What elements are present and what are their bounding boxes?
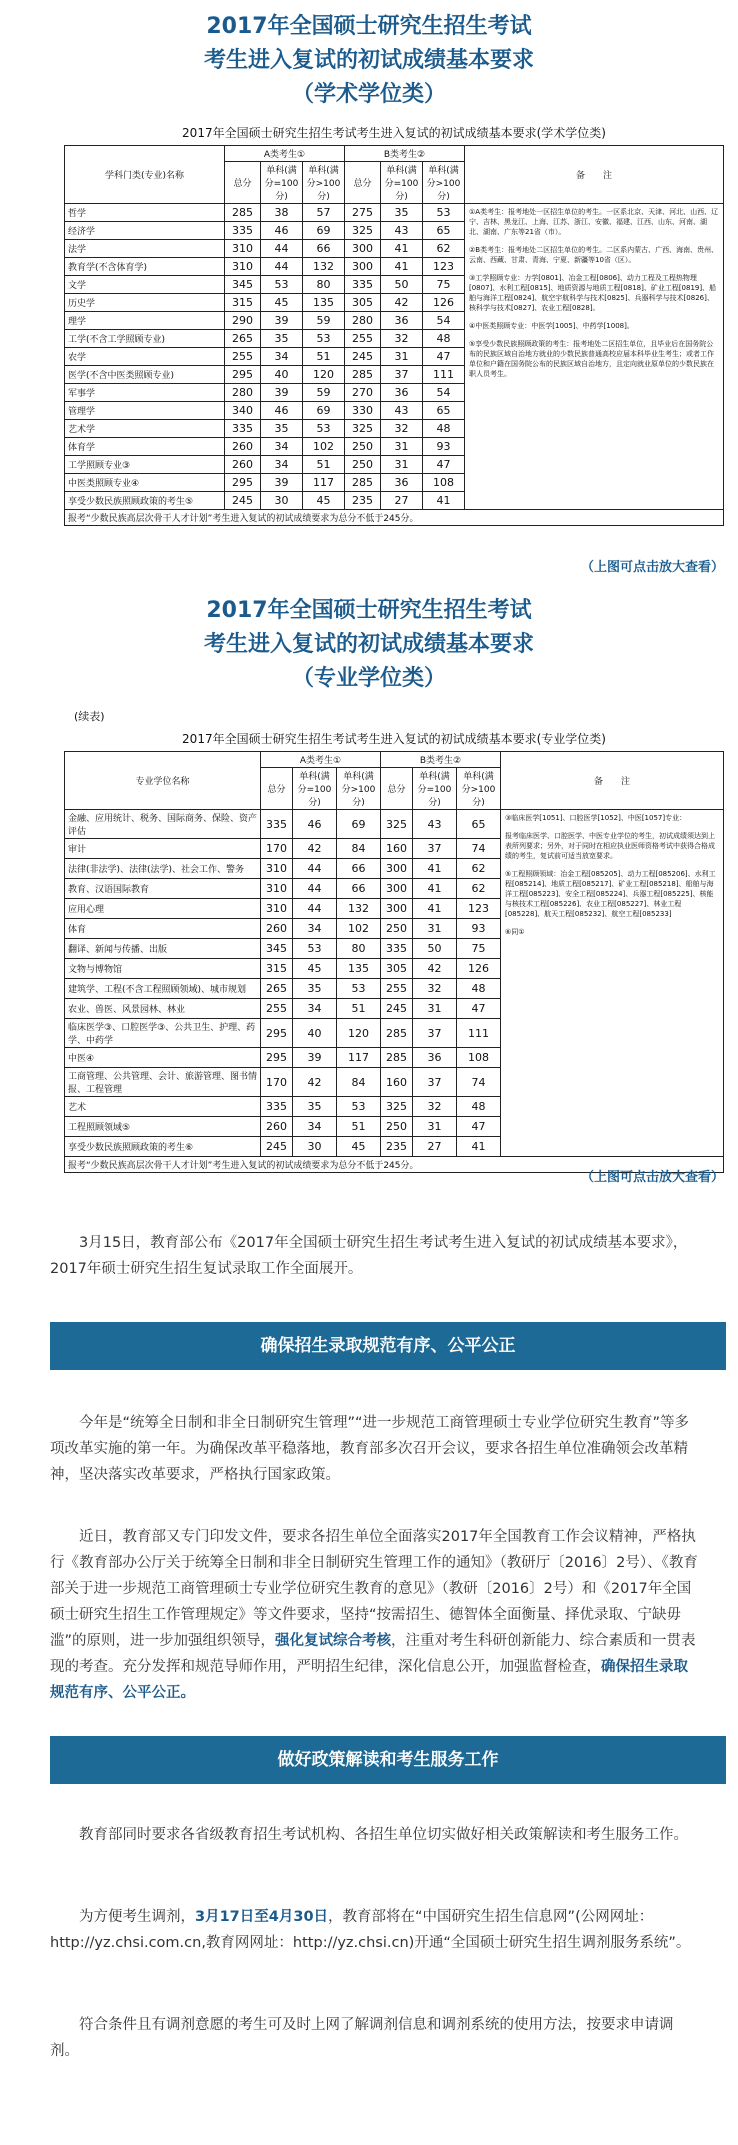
score-cell: 84	[337, 839, 381, 859]
score-cell: 170	[261, 1068, 293, 1097]
score-cell: 32	[413, 1097, 457, 1117]
subject-name: 医学(不含中医类照顾专业)	[65, 366, 225, 384]
score-cell: 310	[261, 879, 293, 899]
score-cell: 300	[345, 240, 381, 258]
score-cell: 335	[261, 1097, 293, 1117]
score-cell: 335	[225, 222, 261, 240]
score-cell: 39	[261, 312, 303, 330]
score-cell: 285	[345, 366, 381, 384]
a-single-over100-header: 单科(满分>100分)	[303, 162, 345, 204]
score-cell: 280	[225, 384, 261, 402]
score-cell: 290	[225, 312, 261, 330]
score-cell: 69	[337, 810, 381, 839]
score-cell: 295	[261, 1048, 293, 1068]
score-cell: 44	[261, 258, 303, 276]
score-cell: 102	[303, 438, 345, 456]
subject-name: 建筑学、工程(不含工程照顾领域)、城市规划	[65, 979, 261, 999]
score-cell: 37	[381, 366, 423, 384]
note-paragraph: ③工学照顾专业：力学[0801]、冶金工程[0806]、动力工程及工程热物理[0807]、水利工程[0815]、地质资源与地质工程[0818]、矿业工程[0819]、船舶与海洋工程[0824]、航空宇航科学与技术[0825]、兵器科学与技术[0826]、核科学与技术[0827]、农业工程[0828]。	[469, 274, 717, 312]
score-cell: 62	[457, 859, 501, 879]
score-cell: 260	[225, 456, 261, 474]
score-cell: 93	[423, 438, 465, 456]
score-cell: 300	[345, 258, 381, 276]
score-cell: 250	[345, 438, 381, 456]
note-paragraph: ②B类考生：报考地处二区招生单位的考生。二区系内蒙古、广西、海南、贵州、云南、西藏、甘肃、青海、宁夏、新疆等10省（区）。	[469, 246, 719, 264]
score-cell: 310	[225, 258, 261, 276]
score-cell: 120	[303, 366, 345, 384]
score-cell: 32	[413, 979, 457, 999]
score-cell: 310	[261, 859, 293, 879]
subject-name: 历史学	[65, 294, 225, 312]
score-cell: 35	[261, 330, 303, 348]
score-cell: 66	[303, 240, 345, 258]
note-paragraph: ⑤工程照顾领域：冶金工程[085205]、动力工程[085206]、水利工程[085214]、地质工程[085217]、矿业工程[085218]、船舶与海洋工程[085223]、安全工程[085224]、兵器工程[085225]、核能与核技术工程[085226]、农业工程[085227]、林业工程[085228]、航天工程[085232]、航空工程[085233]	[505, 870, 716, 918]
section2-title-line2: 考生进入复试的初试成绩基本要求	[203, 632, 534, 657]
paragraph-2-emphasis-2: 确保招生录取规范有序、公平公正。	[50, 1659, 688, 1701]
score-cell: 300	[381, 859, 413, 879]
paragraph-2-part-c: ，注重对考生科研创新能力、综合素质和一贯表现的考查。充分发挥和规范导师作用，严明招生纪律，深化信息公开，加强监督检查，	[50, 1633, 696, 1675]
score-cell: 36	[381, 384, 423, 402]
score-cell: 250	[381, 919, 413, 939]
score-cell: 340	[225, 402, 261, 420]
score-cell: 270	[345, 384, 381, 402]
score-cell: 325	[381, 810, 413, 839]
score-cell: 265	[261, 979, 293, 999]
b-total-header: 总分	[345, 162, 381, 204]
score-cell: 35	[261, 420, 303, 438]
score-cell: 66	[337, 879, 381, 899]
section1-zoom-link[interactable]: （上图可点击放大查看）	[580, 560, 724, 575]
score-cell: 335	[345, 276, 381, 294]
section2-score-table	[64, 751, 724, 1173]
score-cell: 43	[381, 222, 423, 240]
score-cell: 108	[423, 474, 465, 492]
score-cell: 48	[423, 420, 465, 438]
score-cell: 325	[381, 1097, 413, 1117]
note-header: 备 注	[465, 146, 724, 204]
continuation-label: (续表)	[74, 710, 105, 723]
a-single100-header: 单科(满分=100分)	[261, 162, 303, 204]
score-cell: 46	[261, 222, 303, 240]
score-cell: 132	[337, 899, 381, 919]
score-cell: 245	[381, 999, 413, 1019]
score-cell: 111	[423, 366, 465, 384]
score-cell: 245	[345, 348, 381, 366]
subject-name: 中医类照顾专业④	[65, 474, 225, 492]
score-cell: 39	[293, 1048, 337, 1068]
score-cell: 325	[345, 420, 381, 438]
score-cell: 260	[261, 1117, 293, 1137]
score-cell: 255	[345, 330, 381, 348]
section-banner-2: 做好政策解读和考生服务工作	[50, 1736, 726, 1784]
score-cell: 44	[293, 859, 337, 879]
subject-name: 艺术	[65, 1097, 261, 1117]
score-cell: 62	[423, 240, 465, 258]
score-cell: 345	[225, 276, 261, 294]
score-cell: 160	[381, 1068, 413, 1097]
score-cell: 41	[423, 492, 465, 510]
score-cell: 45	[337, 1137, 381, 1157]
score-cell: 65	[423, 402, 465, 420]
score-cell: 35	[293, 1097, 337, 1117]
score-cell: 46	[261, 402, 303, 420]
section1-title-line2: 考生进入复试的初试成绩基本要求	[203, 48, 534, 73]
score-cell: 260	[261, 919, 293, 939]
subject-name: 翻译、新闻与传播、出版	[65, 939, 261, 959]
score-cell: 265	[225, 330, 261, 348]
score-cell: 31	[413, 999, 457, 1019]
score-cell: 285	[225, 204, 261, 222]
subject-name: 艺术学	[65, 420, 225, 438]
note-paragraph: ①A类考生：报考地处一区招生单位的考生。一区系北京、天津、河北、山西、辽宁、吉林、黑龙江、上海、江苏、浙江、安徽、福建、江西、山东、河南、湖北、湖南、广东等21省（市）。	[469, 208, 719, 236]
score-cell: 315	[225, 294, 261, 312]
note-paragraph: 报考临床医学、口腔医学、中医专业学位的考生，初试成绩须达到上表所列要求；另外，对于同时在相应执业医师资格考试中获得合格成绩的考生，复试前可适当放宽要求。	[505, 832, 715, 860]
score-cell: 53	[337, 979, 381, 999]
paragraph-2-part-a: 近日，教育部又专门印发文件，要求各招生单位全面落实2017年全国教育工作会议精神，严格执行《教育部办公厅关于统筹全日制和非全日制研究生管理工作的通知》（教研厅〔2016〕2号）、《教育部关于进一步规范工商管理硕士专业学位研究生教育的意见》（教研〔2016〕2号）和《2017年全国硕士研究生招生工作管理规定》等文件要求，坚持“按需招生、德智体全面衡量、择优录取、宁缺毋滥”的原则，进一步加强组织领导，	[50, 1529, 698, 1649]
score-cell: 45	[293, 959, 337, 979]
score-cell: 42	[413, 959, 457, 979]
subject-name: 应用心理	[65, 899, 261, 919]
section1-score-table	[64, 145, 724, 526]
score-cell: 335	[381, 939, 413, 959]
score-cell: 45	[261, 294, 303, 312]
note-header: 备 注	[501, 752, 724, 810]
score-cell: 260	[225, 438, 261, 456]
score-cell: 47	[457, 1117, 501, 1137]
score-cell: 80	[303, 276, 345, 294]
score-cell: 250	[345, 456, 381, 474]
score-cell: 43	[381, 402, 423, 420]
section2-title-line3: （专业学位类）	[291, 666, 446, 691]
score-cell: 31	[413, 919, 457, 939]
notes-cell	[465, 204, 724, 510]
score-cell: 310	[261, 899, 293, 919]
score-cell: 31	[381, 456, 423, 474]
a-single100-header: 单科(满分=100分)	[293, 768, 337, 810]
table-footer-note: 报考“少数民族高层次骨干人才计划”考生进入复试的初试成绩要求为总分不低于245分。	[65, 510, 724, 526]
score-cell: 38	[261, 204, 303, 222]
score-cell: 170	[261, 839, 293, 859]
subject-name: 工学照顾专业③	[65, 456, 225, 474]
b-single100-header: 单科(满分=100分)	[413, 768, 457, 810]
paragraph-4-part-c: ，教育部将在“中国研究生招生信息网”(公网网址：http://yz.chsi.com.cn,教育网网址：http://yz.chsi.cn)开通“全国硕士研究生招生调剂服务系统”。	[50, 1909, 691, 1951]
score-cell: 315	[261, 959, 293, 979]
subject-header: 学科门类(专业)名称	[65, 146, 225, 204]
subject-name: 临床医学③、口腔医学③、公共卫生、护理、药学、中药学	[65, 1019, 261, 1048]
score-cell: 74	[457, 839, 501, 859]
score-cell: 54	[423, 312, 465, 330]
score-cell: 46	[293, 810, 337, 839]
score-cell: 34	[261, 348, 303, 366]
subject-name: 金融、应用统计、税务、国际商务、保险、资产评估	[65, 810, 261, 839]
intro-paragraph: 3月15日，教育部公布《2017年全国硕士研究生招生考试考生进入复试的初试成绩基本要求》，2017年硕士研究生招生复试录取工作全面展开。	[50, 1235, 688, 1277]
score-cell: 41	[381, 258, 423, 276]
b-single-over100-header: 单科(满分>100分)	[423, 162, 465, 204]
section1-table-caption: 2017年全国硕士研究生招生考试考生进入复试的初试成绩基本要求(学术学位类)	[182, 126, 606, 140]
score-cell: 123	[457, 899, 501, 919]
section1-title-line3: （学术学位类）	[291, 82, 446, 107]
score-cell: 345	[261, 939, 293, 959]
score-cell: 235	[345, 492, 381, 510]
note-paragraph: ⑤享受少数民族照顾政策的考生：报考地处二区招生单位，且毕业后在国务院公布的民族区域自治地方就业的少数民族普通高校应届本科毕业生考生；或者工作单位和户籍在国务院公布的民族区域自治地方，且定向就业原单位的少数民族在职人员考生。	[469, 340, 714, 378]
section1-title-line1: 2017年全国硕士研究生招生考试	[206, 14, 532, 39]
subject-header: 专业学位名称	[65, 752, 261, 810]
score-cell: 255	[381, 979, 413, 999]
a-single-over100-header: 单科(满分>100分)	[337, 768, 381, 810]
score-cell: 48	[457, 1097, 501, 1117]
b-single-over100-header: 单科(满分>100分)	[457, 768, 501, 810]
paragraph-5: 符合条件且有调剂意愿的考生可及时上网了解调剂信息和调剂系统的使用方法，按要求申请调剂。	[50, 2017, 674, 2059]
score-cell: 30	[293, 1137, 337, 1157]
score-cell: 34	[261, 456, 303, 474]
score-cell: 245	[261, 1137, 293, 1157]
section1-table-image[interactable]	[64, 118, 724, 526]
score-cell: 65	[457, 810, 501, 839]
subject-name: 工商管理、公共管理、会计、旅游管理、图书情报、工程管理	[65, 1068, 261, 1097]
paragraph-2-emphasis-1: 强化复试综合考核	[275, 1633, 392, 1649]
score-cell: 34	[293, 999, 337, 1019]
score-cell: 325	[345, 222, 381, 240]
a-total-header: 总分	[225, 162, 261, 204]
score-cell: 102	[337, 919, 381, 939]
score-cell: 51	[303, 456, 345, 474]
score-cell: 120	[337, 1019, 381, 1048]
subject-name: 享受少数民族照顾政策的考生⑤	[65, 492, 225, 510]
notes-cell	[501, 810, 724, 1157]
score-cell: 335	[225, 420, 261, 438]
section2-zoom-link[interactable]: （上图可点击放大查看）	[580, 1170, 724, 1185]
score-cell: 27	[413, 1137, 457, 1157]
score-cell: 305	[345, 294, 381, 312]
subject-name: 体育	[65, 919, 261, 939]
a-total-header: 总分	[261, 768, 293, 810]
paragraph-1: 今年是“统筹全日制和非全日制研究生管理”“进一步规范工商管理硕士专业学位研究生教育”等多项改革实施的第一年。为确保改革平稳落地，教育部多次召开会议，要求各招生单位准确领会改革精神，坚决落实改革要求，严格执行国家政策。	[50, 1415, 690, 1483]
paragraph-4-part-a: 为方便考生调剂，	[79, 1909, 195, 1925]
score-cell: 39	[261, 474, 303, 492]
subject-name: 农学	[65, 348, 225, 366]
score-cell: 53	[293, 939, 337, 959]
score-cell: 295	[225, 474, 261, 492]
score-cell: 295	[261, 1019, 293, 1048]
note-paragraph: ③临床医学[1051]、口腔医学[1052]、中医[1057]专业：	[505, 814, 687, 822]
score-cell: 47	[457, 999, 501, 1019]
score-cell: 37	[413, 839, 457, 859]
a-group-header: A类考生①	[225, 146, 345, 162]
a-group-header: A类考生①	[261, 752, 381, 768]
score-cell: 74	[457, 1068, 501, 1097]
score-cell: 53	[337, 1097, 381, 1117]
score-cell: 59	[303, 384, 345, 402]
score-cell: 50	[413, 939, 457, 959]
paragraph-3: 教育部同时要求各省级教育招生考试机构、各招生单位切实做好相关政策解读和考生服务工作。	[79, 1827, 688, 1843]
score-cell: 93	[457, 919, 501, 939]
score-cell: 84	[337, 1068, 381, 1097]
subject-name: 哲学	[65, 204, 225, 222]
subject-name: 享受少数民族照顾政策的考生⑥	[65, 1137, 261, 1157]
score-cell: 44	[293, 899, 337, 919]
section2-title	[0, 594, 738, 696]
paragraph-4	[50, 1904, 702, 1956]
score-cell: 75	[423, 276, 465, 294]
score-cell: 280	[345, 312, 381, 330]
score-cell: 135	[337, 959, 381, 979]
score-cell: 35	[381, 204, 423, 222]
subject-name: 军事学	[65, 384, 225, 402]
score-cell: 43	[413, 810, 457, 839]
score-cell: 335	[261, 810, 293, 839]
score-cell: 41	[413, 899, 457, 919]
score-cell: 285	[381, 1019, 413, 1048]
score-cell: 41	[457, 1137, 501, 1157]
subject-name: 中医④	[65, 1048, 261, 1068]
score-cell: 310	[225, 240, 261, 258]
subject-name: 文学	[65, 276, 225, 294]
subject-name: 体育学	[65, 438, 225, 456]
score-cell: 59	[303, 312, 345, 330]
subject-name: 法律(非法学)、法律(法学)、社会工作、警务	[65, 859, 261, 879]
score-cell: 295	[225, 366, 261, 384]
score-cell: 32	[381, 420, 423, 438]
score-cell: 300	[381, 899, 413, 919]
score-cell: 48	[423, 330, 465, 348]
score-cell: 62	[457, 879, 501, 899]
score-cell: 42	[293, 839, 337, 859]
score-cell: 80	[337, 939, 381, 959]
score-cell: 36	[381, 312, 423, 330]
subject-name: 教育、汉语国际教育	[65, 879, 261, 899]
section2-title-line1: 2017年全国硕士研究生招生考试	[206, 598, 532, 623]
b-group-header: B类考生②	[345, 146, 465, 162]
section-banner-1: 确保招生录取规范有序、公平公正	[50, 1322, 726, 1370]
score-cell: 31	[413, 1117, 457, 1137]
score-cell: 54	[423, 384, 465, 402]
score-cell: 300	[381, 879, 413, 899]
score-cell: 34	[261, 438, 303, 456]
score-cell: 40	[261, 366, 303, 384]
score-cell: 30	[261, 492, 303, 510]
score-cell: 34	[293, 919, 337, 939]
section1-title	[0, 10, 738, 112]
score-cell: 44	[261, 240, 303, 258]
subject-name: 工程照顾领域⑤	[65, 1117, 261, 1137]
score-cell: 57	[303, 204, 345, 222]
score-cell: 51	[337, 999, 381, 1019]
subject-name: 工学(不含工学照顾专业)	[65, 330, 225, 348]
score-cell: 305	[381, 959, 413, 979]
score-cell: 32	[381, 330, 423, 348]
score-cell: 45	[303, 492, 345, 510]
score-cell: 117	[337, 1048, 381, 1068]
score-cell: 31	[381, 348, 423, 366]
subject-name: 理学	[65, 312, 225, 330]
paragraph-4-date-range: 3月17日至4月30日	[195, 1909, 329, 1925]
score-cell: 36	[413, 1048, 457, 1068]
subject-name: 法学	[65, 240, 225, 258]
table-row	[65, 810, 724, 839]
score-cell: 285	[345, 474, 381, 492]
score-cell: 41	[381, 240, 423, 258]
subject-name: 农业、兽医、风景园林、林业	[65, 999, 261, 1019]
subject-name: 文物与博物馆	[65, 959, 261, 979]
b-total-header: 总分	[381, 768, 413, 810]
score-cell: 39	[261, 384, 303, 402]
score-cell: 51	[337, 1117, 381, 1137]
score-cell: 40	[293, 1019, 337, 1048]
b-single100-header: 单科(满分=100分)	[381, 162, 423, 204]
note-paragraph: ④中医类照顾专业：中医学[1005]、中药学[1008]。	[469, 322, 634, 330]
score-cell: 126	[457, 959, 501, 979]
score-cell: 42	[293, 1068, 337, 1097]
score-cell: 44	[293, 879, 337, 899]
score-cell: 31	[381, 438, 423, 456]
note-paragraph: ⑥同①	[505, 928, 525, 936]
score-cell: 37	[413, 1068, 457, 1097]
subject-name: 教育学(不含体育学)	[65, 258, 225, 276]
score-cell: 66	[337, 859, 381, 879]
score-cell: 255	[261, 999, 293, 1019]
score-cell: 37	[413, 1019, 457, 1048]
score-cell: 48	[457, 979, 501, 999]
score-cell: 36	[381, 474, 423, 492]
table-footer-note: 报考“少数民族高层次骨干人才计划”考生进入复试的初试成绩要求为总分不低于245分。	[65, 1157, 724, 1173]
score-cell: 65	[423, 222, 465, 240]
score-cell: 285	[381, 1048, 413, 1068]
section2-table-image[interactable]	[64, 708, 724, 1173]
b-group-header: B类考生②	[381, 752, 501, 768]
section2-table-caption: 2017年全国硕士研究生招生考试考生进入复试的初试成绩基本要求(专业学位类)	[182, 732, 606, 746]
score-cell: 53	[303, 420, 345, 438]
score-cell: 69	[303, 222, 345, 240]
score-cell: 34	[293, 1117, 337, 1137]
table-footer-row	[65, 510, 724, 526]
score-cell: 41	[413, 859, 457, 879]
score-cell: 235	[381, 1137, 413, 1157]
score-cell: 245	[225, 492, 261, 510]
score-cell: 53	[261, 276, 303, 294]
score-cell: 275	[345, 204, 381, 222]
paragraph-2	[50, 1524, 702, 1706]
score-cell: 35	[293, 979, 337, 999]
score-cell: 50	[381, 276, 423, 294]
table-row	[65, 204, 724, 222]
score-cell: 53	[423, 204, 465, 222]
score-cell: 117	[303, 474, 345, 492]
subject-name: 审计	[65, 839, 261, 859]
score-cell: 51	[303, 348, 345, 366]
score-cell: 111	[457, 1019, 501, 1048]
score-cell: 41	[413, 879, 457, 899]
score-cell: 132	[303, 258, 345, 276]
score-cell: 47	[423, 348, 465, 366]
score-cell: 126	[423, 294, 465, 312]
score-cell: 255	[225, 348, 261, 366]
score-cell: 123	[423, 258, 465, 276]
score-cell: 27	[381, 492, 423, 510]
score-cell: 75	[457, 939, 501, 959]
score-cell: 330	[345, 402, 381, 420]
score-cell: 250	[381, 1117, 413, 1137]
score-cell: 53	[303, 330, 345, 348]
score-cell: 160	[381, 839, 413, 859]
score-cell: 47	[423, 456, 465, 474]
score-cell: 108	[457, 1048, 501, 1068]
subject-name: 管理学	[65, 402, 225, 420]
score-cell: 42	[381, 294, 423, 312]
subject-name: 经济学	[65, 222, 225, 240]
score-cell: 69	[303, 402, 345, 420]
score-cell: 135	[303, 294, 345, 312]
